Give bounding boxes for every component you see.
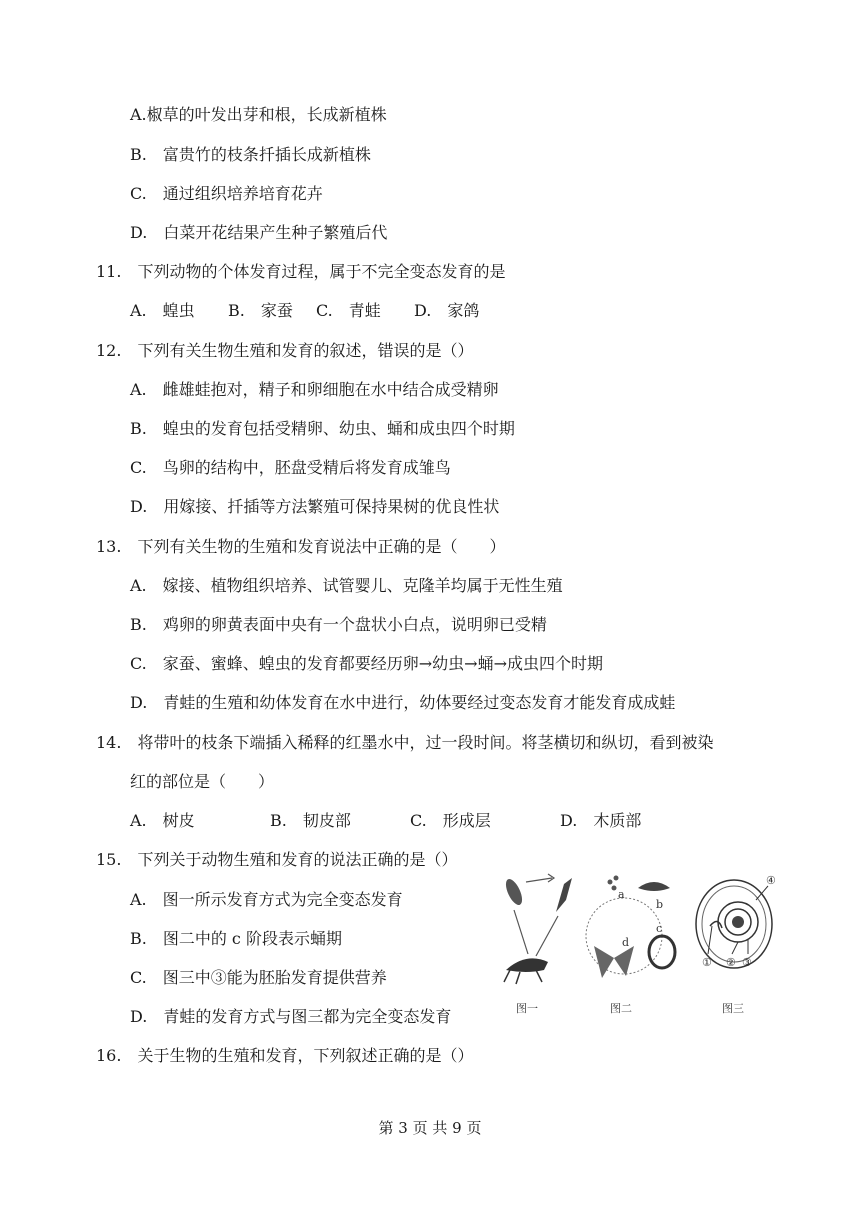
- egg-label-3: ③: [742, 956, 752, 969]
- stage-label-b: b: [656, 898, 664, 911]
- q13-stem: 13. 下列有关生物的生殖和发育说法中正确的是（ ）: [96, 537, 506, 556]
- stage-label-a: a: [618, 888, 625, 901]
- figure-three-egg-structure: [696, 874, 776, 1015]
- q12-option-a: A. 雌雄蛙抱对，精子和卵细胞在水中结合成受精卵: [130, 380, 499, 399]
- q10-option-b: B. 富贵竹的枝条扦插长成新植株: [130, 145, 371, 164]
- q14-option-d: D. 木质部: [560, 811, 642, 830]
- q14-option-b: B. 韧皮部: [270, 811, 351, 830]
- caption-figure-two: 图二: [610, 1002, 632, 1015]
- q12-stem: 12. 下列有关生物生殖和发育的叙述，错误的是（）: [96, 341, 474, 360]
- egg-label-2: ②: [726, 956, 736, 969]
- larva-icon: [638, 882, 670, 891]
- adult-grasshopper-icon: [506, 958, 548, 972]
- nymph-icon: [556, 878, 572, 912]
- q15-option-a: A. 图一所示发育方式为完全变态发育: [130, 890, 403, 909]
- q13-option-c: C. 家蚕、蜜蜂、蝗虫的发育都要经历卵→幼虫→蛹→成虫四个时期: [130, 654, 603, 673]
- q15-stem: 15. 下列关于动物生殖和发育的说法正确的是（）: [96, 850, 458, 869]
- q10-option-a: A.椒草的叶发出芽和根，长成新植株: [130, 105, 387, 124]
- q11-stem: 11. 下列动物的个体发育过程，属于不完全变态发育的是: [96, 262, 506, 281]
- q11-option-d: D. 家鸽: [414, 301, 480, 320]
- q10-option-d: D. 白菜开花结果产生种子繁殖后代: [130, 223, 388, 242]
- q15-option-b: B. 图二中的 c 阶段表示蛹期: [130, 929, 342, 948]
- q12-option-c: C. 鸟卵的结构中，胚盘受精后将发育成雏鸟: [130, 458, 451, 477]
- q11-option-a: A. 蝗虫: [130, 301, 195, 320]
- figure-two-silkworm-cycle: [586, 876, 675, 1016]
- q14-stem: 14. 将带叶的枝条下端插入稀释的红墨水中，过一段时间。将茎横切和纵切，看到被染: [96, 733, 714, 752]
- moth-icon: [594, 946, 634, 978]
- caption-figure-three: 图三: [722, 1002, 744, 1015]
- q15-figure: [486, 866, 786, 1026]
- stage-label-d: d: [622, 936, 630, 949]
- stage-label-c: c: [656, 922, 663, 935]
- q14-option-c: C. 形成层: [410, 811, 491, 830]
- figure-one-grasshopper-cycle: [503, 874, 572, 1015]
- q10-option-c: C. 通过组织培养培育花卉: [130, 184, 323, 203]
- page-footer: 第 3 页 共 9 页: [378, 1119, 482, 1137]
- q12-option-d: D. 用嫁接、扦插等方法繁殖可保持果树的优良性状: [130, 497, 500, 516]
- q12-option-b: B. 蝗虫的发育包括受精卵、幼虫、蛹和成虫四个时期: [130, 419, 515, 438]
- caption-figure-one: 图一: [516, 1002, 538, 1015]
- q13-option-a: A. 嫁接、植物组织培养、试管婴儿、克隆羊均属于无性生殖: [130, 576, 563, 595]
- q14-option-a: A. 树皮: [130, 811, 195, 830]
- q15-option-c: C. 图三中③能为胚胎发育提供营养: [130, 968, 387, 987]
- q13-option-b: B. 鸡卵的卵黄表面中央有一个盘状小白点，说明卵已受精: [130, 615, 547, 634]
- q11-option-b: B. 家蚕: [228, 301, 293, 320]
- q13-option-d: D. 青蛙的生殖和幼体发育在水中进行，幼体要经过变态发育才能发育成成蛙: [130, 693, 676, 712]
- egg-label-4: ④: [766, 874, 776, 887]
- q16-stem: 16. 关于生物的生殖和发育，下列叙述正确的是（）: [96, 1046, 474, 1065]
- q14-stem-continued: 红的部位是（ ）: [130, 772, 275, 791]
- q15-option-d: D. 青蛙的发育方式与图三都为完全变态发育: [130, 1007, 452, 1026]
- q11-option-c: C. 青蛙: [316, 301, 381, 320]
- egg-icon: [503, 877, 526, 907]
- egg-label-1: ①: [702, 956, 712, 969]
